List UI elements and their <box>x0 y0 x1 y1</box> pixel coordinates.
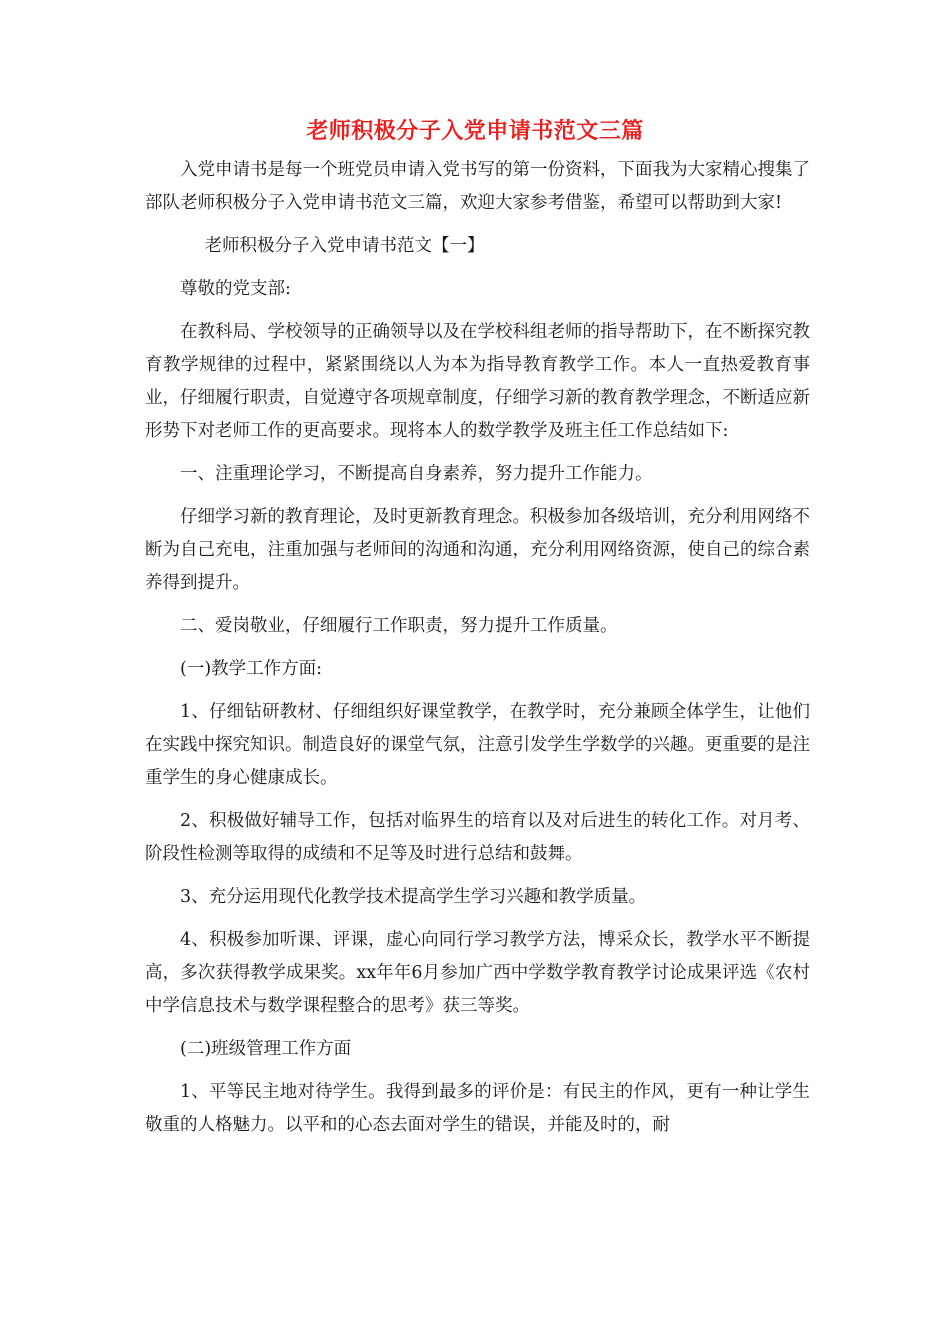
point-heading-two: 二、爱岗敬业，仔细履行工作职责，努力提升工作质量。 <box>180 616 618 636</box>
sub-heading-class-management: (二)班级管理工作方面 <box>180 1039 352 1059</box>
point-heading-one: 一、注重理论学习，不断提高自身素养，努力提升工作能力。 <box>180 464 653 484</box>
list-item: 3、充分运用现代化教学技术提高学生学习兴趣和教学质量。 <box>180 887 647 907</box>
list-item: 1、平等民主地对待学生。我得到最多的评价是：有民主的作风，更有一种让学生敬重的人格魅力。以平和的心态去面对学生的错误，并能及时的，耐 <box>145 1082 810 1135</box>
intro-paragraph: 入党申请书是每一个班党员申请入党书写的第一份资料，下面我为大家精心搜集了部队老师积极分子入党申请书范文三篇，欢迎大家参考借鉴，希望可以帮助到大家! <box>145 160 810 213</box>
salutation: 尊敬的党支部: <box>180 279 291 299</box>
section-heading: 老师积极分子入党申请书范文【一】 <box>204 236 485 256</box>
list-item: 2、积极做好辅导工作，包括对临界生的培育以及对后进生的转化工作。对月考、阶段性检测等取得的成绩和不足等及时进行总结和鼓舞。 <box>145 811 810 864</box>
sub-heading-teaching: (一)教学工作方面: <box>180 659 323 679</box>
body-paragraph: 在教科局、学校领导的正确领导以及在学校科组老师的指导帮助下，在不断探究教育教学规律的过程中，紧紧围绕以人为本为指导教育教学工作。本人一直热爱教育事业，仔细履行职责，自觉遵守各项规章制度，仔细学习新的教育教学理念，不断适应新形势下对老师工作的更高要求。现将本人的数学教学及班主任工作总结如下: <box>145 322 810 441</box>
list-item: 1、仔细钻研教材、仔细组织好课堂教学，在教学时，充分兼顾全体学生，让他们在实践中探究知识。制造良好的课堂气氛，注意引发学生学数学的兴趣。更重要的是注重学生的身心健康成长。 <box>145 702 810 788</box>
document-title: 老师积极分子入党申请书范文三篇 <box>306 119 644 144</box>
document-body <box>145 154 810 1142</box>
body-paragraph: 仔细学习新的教育理论，及时更新教育理念。积极参加各级培训，充分利用网络不断为自己充电，注重加强与老师间的沟通和沟通，充分利用网络资源，使自己的综合素养得到提升。 <box>145 507 810 593</box>
list-item: 4、积极参加听课、评课，虚心向同行学习教学方法，博采众长，教学水平不断提高，多次获得教学成果奖。xx年年6月参加广西中学数学教育教学讨论成果评选《农村中学信息技术与数学课程整合的思考》获三等奖。 <box>145 930 810 1016</box>
